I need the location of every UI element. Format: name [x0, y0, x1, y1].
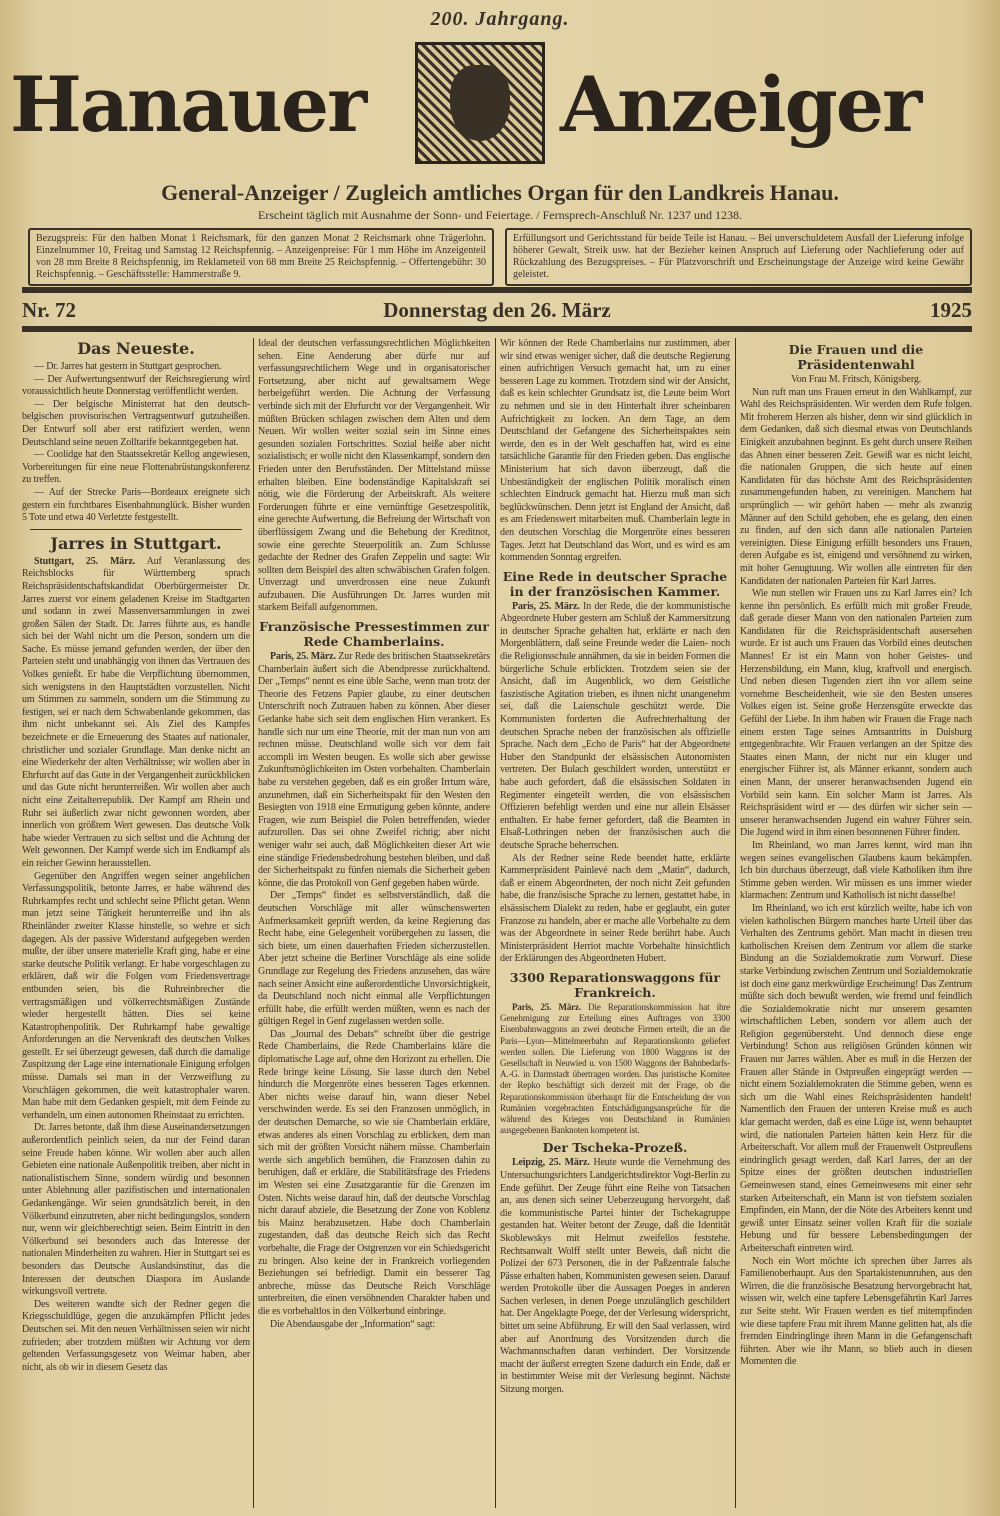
article-paragraph: Der „Temps“ findet es selbstverständlich, daß die deutschen Vorschläge mit aller wünschenswerten Aufmerksamkeit geprüft werden, da keine Regierung das Recht habe, eine Gelegenheit vorübergehen zu lassen, die sich biete, um einen dauerhaften Frieden sicherzustellen. Aber jetzt scheine die Berliner Vorschläge als eine solide Grundlage zur Regelung des Friedens anzusehen, das wäre nach seiner Ansicht eine außerordentliche Unvorsichtigkeit, da Deutschland noch nicht einmal alle Verpflichtungen erfüllt habe, die erfüllt werden müßten, wenn es nach der gültigen Regel in Genf zugelassen werden solle. [258, 890, 490, 1028]
dateline [22, 298, 972, 326]
news-item: — Der belgische Ministerrat hat den deutsch-belgischen provisorischen Vertragsentwurf gutzuheißen. Der Entwurf soll aber erst ratifiziert werden, wenn Deutschland seine neuen Zolltarife bekanntgegeben hat. [22, 398, 250, 448]
dateline-place: Paris, 25. März. [512, 600, 580, 612]
article-paragraph: Die Abendausgabe der „Information“ sagt: [270, 1318, 436, 1330]
subscription-info-box: Bezugspreis: Für den halben Monat 1 Reichsmark, für den ganzen Monat 2 Reichsmark ohne Trägerlohn. Einzelnummer 10, Freitag und Samstag 12 Reichspfennig. – Anzeigenpreise: Für 1 mm Höhe im Anzeigenteil von 28 mm Breite 8 Reichspfennig, im Reklameteil von 68 mm Breite 25 Reichspfennig. – Offertengebühr: 30 Reichspfennig. – Geschäftsstelle: Hammerstraße 9. [28, 228, 494, 286]
column-4 [740, 338, 972, 1369]
news-item: — Coolidge hat den Staatssekretär Kellog angewiesen, Vorbereitungen für eine neue Flottenabrüstungskonferenz zu treffen. [22, 449, 250, 486]
article-paragraph: Das „Journal des Debats“ schreibt über die gestrige Rede Chamberlains, die Rede Chamberlains kläre die diplomatische Lage auf, ohne den Horizont zu erhellen. Die Rede bringe keine Lösung. Sie lasse durch den Nebel hindurch die Morgenröte eines besseren Tages erkennen. Aber nichts weise darauf hin, wann dieser Nebel verschwinden werde. Es sei den Franzosen unmöglich, in der deutschen Demarche, so wie sie Chamberlain erkläre, etwas anderes als einen Vorschlag zu erblicken, dem man sich mit der größten Vorsicht nähern müsse. Chamberlain werde sich angeblich bemühen, die Franzosen dahin zu beruhigen, daß er erkläre, die Stabilitätsfrage des Friedens im Westen sei eine Zusatzgarantie für die Grenzen im Osten. Nichts weise darauf hin, daß der deutsche Vorschlag nicht darauf abziele, die Besetzung der Zone von Koblenz bis Mainz herabzusetzen. Habe doch Chamberlain zugestanden, daß das deutsche Reich sich das Recht vorbehalte, die Frage der Ostgrenzen vor ein Schiedsgericht zu bringen. Also keine der in Frankreich vorliegenden Beziehungen sei befriedigt. Damit ein besserer Tag anbreche, müsse das Deutsche Reich Vorschläge unterbreiten, die einen versöhnenden Charakter haben und die es vorbehaltlos in den Völkerbund einbringe. [258, 1028, 490, 1317]
article-paragraph: Noch ein Wort möchte ich sprechen über Jarres als Familienoberhaupt. Aus den Spartakistenunruhen, aus den Wirren, die die französische Besatzung hervorgebracht hat, wissen wir, welch eine tapfere Lebensgefährtin Karl Jarres zur Seite steht. Wir Frauen werden es tief mitempfinden wie diese tapfere Frau mit ihrem Manne gelitten hat, als die fremden Eindringlinge ihren Mann in die Gefangenschaft führten. Aber wie ihr Mann, so blieb auch in diesen Momenten die [740, 1255, 972, 1368]
issue-year: 1925 [930, 298, 972, 322]
article-paragraph: Im Rheinland, wo man Jarres kennt, wird man ihn wegen seines evangelischen Glaubens kaum bekämpfen. Ich bin durchaus überzeugt, daß viele Katholiken ihm ihre Stimme geben werden. Wir müssen es uns immer wieder klarmachen: Zentrum und Katholisch ist nicht dasselbe! [740, 839, 972, 902]
column-divider [735, 338, 736, 1508]
news-item: — Der Aufwertungsentwurf der Reichsregierung wird voraussichtlich heute Donnerstag veröffentlicht werden. [22, 373, 250, 398]
article-paragraph: Im Rheinland, wo ich erst kürzlich weilte, habe ich von vielen katholischen Bürgern manches harte Urteil über das Verhalten des Zentrums gehört. Man macht in diesen treu katholischen Kreisen dem Zentrum vor allem die starke Bindung an die Sozialdemokratie zum Vorwurf. Diese starke Verbindung zwischen Zentrum und Sozialdemokratie ist doch eine ganz merkwürdige Erscheinung! Das Zentrum müßte sich doch bewußt werden, wie fremd und feindlich die Sozialdemokratie nicht nur unserem gesamten wirtschaftlichen Leben, sondern vor allem auch der Religion gegenübersteht. Und dennoch diese enge Verbindung! Schon aus religiösen Gründen können wir Frauen nur Jarres wählen. Aber es muß in die Herzen der Frauen aller Stände in Ostpreußen eingeprägt werden — nicht einem Sozialdemokraten die Stimme geben, wenn es sich um die Wahl eines Reichspräsidenten handelt! Namentlich den Frauen der unteren Kreise muß es auch klar gemacht werden, daß es eine Lüge ist, wenn behauptet wird, die nationalen Parteien hätten kein Herz für die Arbeiterschaft. Vor allem muß der Frauenwelt Ostpreußens eindringlich gesagt werden, daß Karl Jarres, der an der Spitze eines der größten deutschen industriellen Gemeinwesen stand, eines Gemeinwesens mit einer sehr starken Arbeiterschaft, ein Mann ist von tiefstem sozialen Empfinden, ein Mann, der die Nöte des Arbeiters kennt und gewiß unter Einsatz seiner vollen Kraft für die soziale Hebung und für bessere Lebensbedingungen der Arbeiterschaft eintreten wird. [740, 902, 972, 1254]
masthead-subtitle: General-Anzeiger / Zugleich amtliches Organ für den Landkreis Hanau. [161, 180, 839, 205]
news-item: — Dr. Jarres hat gestern in Stuttgart gesprochen. [34, 361, 222, 372]
dateline-place: Leipzig, 25. März. [512, 1157, 590, 1169]
headline-tscheka-prozess: Der Tscheka-Prozeß. [542, 1140, 688, 1156]
dateline-place: Paris, 25. März. [270, 651, 336, 663]
dateline-place: Paris, 25. März. [512, 1001, 581, 1012]
legal-info-box: Erfüllungsort und Gerichtsstand für beide Teile ist Hanau. – Bei unverschuldetem Ausfall der Lieferung infolge höherer Gewalt, Streik usw. hat der Bezieher keinen Anspruch auf Lieferung oder Nachlieferung oder auf Rückzahlung des Bezugspreises. – Für Platzvorschrift und Erscheinungstage der Anzeige wird keine Gewähr geleistet. [505, 228, 972, 286]
paragraph-text: Heute wurde die Vernehmung des Untersuchungsrichters Landgerichtsdirektor Vogt-Berlin zu Ende geführt. Der Zeuge führt eine Reihe von Tatsachen an, aus denen sich seiner Ueberzeugung hervorgeht, daß die kommunistische Partei hinter der Tschekagruppe gestanden hat. Weiter betont der Zeuge, daß die Identität Skoblewskys mit Helmut zweifellos feststehe. Rechtsanwalt Wolff stellt unter Beweis, daß nicht die Polizei der 673 Personen, die in der Paßzentrale falsche Pässe erhalten haben, Kommunisten gewesen seien. Darauf werden Protokolle über die Aussagen Poeges in anderen Sachen verlesen, in denen Poege unzulänglich geschildert hat. Der Angeklagte Poege, der der Verlesung widerspricht, bittet um seine Abführung. Er will den Saal verlassen, wird aber auf Anordnung des Vorsitzenden durch die Wachmannschaften daran verhindert. Der Vorsitzende macht der äußerst erregten Szene dadurch ein Ende, daß er in bestimmter Weise mit der Verlesung beginnt. Nächste Sitzung morgen. [500, 1157, 731, 1396]
headline-das-neueste: Das Neueste. [77, 339, 195, 358]
masthead-title-left: Hanauer [10, 60, 366, 149]
paragraph-text: Die Reparationskommission hat ihre Genehmigung zur Erteilung eines Auftrages von 3300 Eisenbahnwaggons an zwei deutsche Firmen erteilt, die an die Paris—Lyon—Mittelmeerbahn auf Reparationskonto geliefert werden sollen. Die Lieferung von 1800 Waggons ist der Gesellschaft in Neuwied u. von 1500 Waggons der Bahnbedarfs-A.-G. in Darmstadt übertragen worden. Das juristische Komitee der Repko beschäftigt sich derzeit mit der Frage, ob die Reparationskommission überhaupt für die Entscheidung der von Rumänien vorgebrachten Entschädigungsansprüche für die während des Krieges von Deutschland in Rumänien ausgegebenen Banknoten kompetent ist. [500, 1001, 730, 1136]
headline-jarres-in-stuttgart: Jarres in Stuttgart. [50, 533, 222, 553]
headline-reparationswaggons: 3300 Reparationswaggons für Frankreich. [509, 969, 721, 1000]
article-paragraph [258, 651, 490, 890]
article-paragraph: Wie nun stellen wir Frauen uns zu Karl Jarres ein? Ich kenne ihn persönlich. Es erfüllt mich mit großer Freude, daß gerade dieser Mann von den nationalen Parteien zum Kandidaten für die Reichspräsidentschaft ausersehen wurde. Er ist auch uns Frauen das Vorbild eines deutschen Mannes! Er ist ein Mann von hoher Geistes- und Herzensbildung, ein Mann, klug, kraftvoll und energisch. Und neben diesen Tugenden ziert ihn vor allem seine vornehme Bescheidenheit, wie sie den Besten unseres Volkes eigen ist. Seine große Herzensgüte erweckte das Gefühl der Liebe. In ihm haben wir Frauen die Frage nach einem ersten Tage seines Amtsantritts in Duisburg entgegenbrachte. Wir Frauen verlangen an der Spitze des Staates einen Mann, der nicht nur ein kluger und energischer Führer ist, als Männer erkannt, sondern auch einen Mann, der unserer heranwachsenden Jugend ein Vorbild sein kann. Ein solcher Mann ist Jarres. Als Reichspräsident wird er — des dürfen wir sicher sein — unserer heranwachsenden Jugend ein wahrer Führer sein. Die Jugend wird in ihm einen besonnenen Führer finden. [740, 588, 972, 839]
issue-number: Nr. 72 [22, 298, 77, 322]
masthead-title-right: Anzeiger [560, 60, 921, 149]
news-item: — Auf der Strecke Paris—Bordeaux ereignete sich gestern ein furchtbares Eisenbahnunglück. Bisher wurden 5 Tote und etwa 40 Verletzte festgestellt. [22, 486, 250, 524]
volume-label: 200. Jahrgang. [430, 8, 570, 30]
masthead-subline: Erscheint täglich mit Ausnahme der Sonn- und Feiertage. / Fernsprech-Anschluß Nr. 1237 und 1238. [258, 208, 742, 222]
column-1 [22, 338, 250, 1374]
divider [22, 287, 972, 293]
article-paragraph: Als der Redner seine Rede beendet hatte, erklärte Kammerpräsident Painlevé nach dem „Matin“, dadurch, daß er einem Abgeordneten, der noch nicht Zeit gefunden habe, die französische Sprache zu lernen, gestattet habe, in elsässischem Dialekt zu reden, habe er geglaubt, ein guter Franzose zu handeln, aber er mache alle Vorbehalte zu dem was der Abgeordnete in seiner Rede berührt habe. Auch Ministerpräsident Herriot machte Vorbehalte hinsichtlich der Erklärungen des Abgeordneten Hubert. [500, 852, 730, 965]
headline-rede-deutscher-sprache: Eine Rede in deutscher Sprache in der französischen Kammer. [502, 568, 728, 599]
column-3 [500, 338, 730, 1397]
divider [30, 529, 242, 530]
article-paragraph [500, 1002, 730, 1136]
article-paragraph: Nun ruft man uns Frauen erneut in den Wahlkampf, zur Wahl des Reichspräsidenten. Wir werden dem Rufe folgen. Mit froherem Herzen als bisher, denn wir sind glücklich in dem Gedanken, daß sich diesmal etwas von Deutschlands Einigkeit anzubahnen beginnt. Es geht durch unsere Reihen das Ahnen einer besseren Zeit. Gewiß war es nicht leicht, die nationalen Gruppen, die sich heute auf einen Kandidaten für das höchste Amt des Reichspräsidenten zusammengefunden haben, zu vereinigen. Manchem hat ursprünglich — wir gehört haben — mehr als zwanzig Männer auf den Schild gehoben, ehe es gelang, den einen zu finden, auf den sich dann alle nationalen Parteien vereinigten. Diese Einigung erfüllt besonders uns Frauen, deren Aufgabe es ist, einigend und versöhnend zu wirken, mit hoher Genugtuung. Wir wollen alle eintreten für den Kandidaten der nationalen Parteien für Karl Jarres. [740, 386, 972, 587]
article-paragraph [500, 1157, 730, 1396]
column-divider [495, 338, 496, 1508]
article-paragraph: Dr. Jarres betonte, daß ihm diese Auseinandersetzungen außerordentlich peinlich seien, da nur der Feind daran seine Freude haben könne. Wir wollen aber auch allen Gebieten eine nationale Außenpolitik treiben, aber nicht in nationalistischem Sinne, sondern würdig und besonnen unter Ablehnung aller pazifistischen und internationalen Gedankengänge. Wir seien grundsätzlich bereit, in den Völkerbund einzutreten, aber nicht bedingungslos, sondern nur, wenn wir gleichberechtigt seien. Beim Eintritt in den Völkerbund sei besonders auch das Interesse der nationalen Minderheiten zu wahren. Hier in Stuttgart sei es besonders das Deutsche Auslandsinstitut, das die Interessen der deutschen Diaspora im Auslande wirkungsvoll vertrete. [22, 1122, 250, 1298]
column-2 [258, 338, 490, 1331]
headline-pressestimmen: Französische Pressestimmen zur Rede Chamberlains. [259, 619, 489, 650]
coat-of-arms-icon [415, 42, 545, 164]
paragraph-text: In der Rede, die der kommunistische Abgeordnete Huber gestern am Schluß der Kammersitzung in deutscher Sprache gehalten hat, erklärte er nach den Morgenblättern, daß seine Freunde weder die Laien- noch die Religionsschule annähmen, da sie in beiden Formen die bürgerliche Schule erblickten. Trotzdem seien sie der Ansicht, daß im Augenblick, wo dem Geistliche faszistische Agitation trieben, es ihnen nicht unangenehm sei, daß die Laienschule geschützt werde. Die Kommunisten forderten die Aufrechterhaltung der deutschen Sprache neben der französischen als offizielle Sprache. Nach dem „Echo de Paris“ hat der Abgeordnete Huber den Standpunkt der elsässischen Autonomisten vertreten. Der Bulach geschildert worden, unterstützt er habe auch gefordert, daß die elsässischen Soldaten in Regimenter eingeteilt werden, die von elsässischen Offizieren befehligt werden und eine nur allein Elsässer enthalten. Er habe ferner gefordert, daß die Beamten in Elsaß-Lothringen neben der französischen auch die deutsche Sprache beherrschen. [500, 600, 730, 851]
article-paragraph: Wir können der Rede Chamberlains nur zustimmen, aber wir sind etwas weniger sicher, daß die deutsche Regierung einen aufrichtigen Versuch gemacht hat, um zu einer besseren Lage zu kommen. Trotzdem sind wir der Ansicht, daß es kein schlechter Grundsatz ist, die Leute beim Wort zu nehmen und sie in den Hinterhalt ihrer scheinbaren Aufrichtigkeit zu locken. An dem Tage, an dem Deutschland der Gefangene des Sicherheitspaktes sein werde, den es in der Welt geschaffen hat, wird es eine tatsächliche Garantie für den Frieden geben. Das englische Ministerium hat sich davon überzeugt, daß die Unbeständigkeit der englischen Politik moralisch einen schlechten Eindruck gemacht hat. Hierzu muß man sich beglückwünschen. Denn jetzt ist England der Ansicht, daß es am Friedenswert mitarbeiten muß. Chamberlain legte in den deutschen Vorschlag die Morgenröte eines besseren Tages. Jetzt hat Deutschland das Wort, und es wird es am kommenden Sonntag ergreifen. [500, 338, 730, 564]
article-paragraph [22, 556, 250, 871]
dateline-place: Stuttgart, 25. März. [34, 555, 136, 567]
paragraph-text: Auf Veranlassung des Reichsblocks für Württemberg sprach Reichspräsidentschaftskandidat Oberbürgermeister Dr. Jarres zuerst vor einem geladenen Kreise im Stadtgarten und sodann in zwei Massenversammlungen in zwei großen Sälen der Stadt. Dr. Jarres führte aus, es handle sich bei der Wahl nicht um die Person, sondern um die Sache. Es müsse jemand gefunden werden, der über den Parteien steht und unabhängig von ihnen das Vertrauen des Volkes genießt. Er habe die Verpflichtung übernommen, sich wenigstens in den Hauptstädten vorzustellen. Nicht um Stimmen zu sammeln, sondern um die Stimmung zu festigen, sei er nach dem Schwabenlande gekommen, das ihm nicht unbekannt sei. Als Ziel des Kampfes bezeichnete er die Erneuerung des Staates auf nationaler, christlicher und sozialer Grundlage. Man denke nicht an eine Wiederkehr der alten Verhältnisse; wir wollen aber in Ehrfurcht auf das Gute in der Vergangenheit zurückblicken und das Gute nicht herunterreißen. Wir wollen aber auch nicht eine Zeitalterrepublik. Der Kampf am Rhein und Ruhr sei äußerlich zwar nicht gewonnen worden, aber innerlich von größtem Wert gewesen. Das deutsche Volk habe wieder Vertrauen zu sich selbst und die Achtung der Welt gewonnen. Der Kampf werde sich im Endkampf als ein reicher Gewinn herausstellen. [22, 555, 250, 869]
article-paragraph: Ideal der deutschen verfassungsrechtlichen Möglichkeiten sehen. Eine Aenderung aber dürfe nur auf verfassungsrechtlichem Wege und in organisatorischer Fortsetzung, aber nicht auf gewaltsamem Wege herbeigeführt werden. Die Achtung der Verfassung verbinde sich mit der Ehrfurcht vor der Vergangenheit. Wir müßten Brücken schlagen zwischen dem Alten und dem Neuen. Wir wollen weiter sozial sein im Sinne eines gesunden sozialen Fortschrittes. Sozial heiße aber nicht sozialistisch; er wolle nicht den Klassenkampf, sondern den Frieden unter den Berufsständen. Der Mittelstand müsse erhalten bleiben. Eine bodenständige Kapitalskraft sei nötig, wie die Förderung der Arbeitskraft. Als weitere Forderungen führte er eine vernünftige Gesetzespolitik, eine gerechte Aufwertung, die Befreiung der Wirtschaft von überflüssigem Zwang und die Behebung der Kreditnot, sowie eine gerechte Steuerpolitik an. Zum Schlusse gedachte der Redner des Grafen Zeppelin und sagte: Wir sollten dem Beispiel des alten schwäbischen Grafen folgen. Unverzagt und unverdrossen eine neue Zukunft aufzubauen. Die Ausführungen Dr. Jarres wurden mit starkem Beifall aufgenommen. [258, 338, 490, 614]
column-divider [253, 338, 254, 1508]
article-paragraph [500, 601, 730, 853]
issue-date: Donnerstag den 26. März [383, 298, 611, 322]
byline: Von Frau M. Fritsch, Königsberg. [790, 374, 922, 385]
article-paragraph: Des weiteren wandte sich der Redner gegen die Kriegsschuldlüge, gegen die anzukämpfen Pflicht jedes Deutschen sei. Mit den neuen Verhältnissen seien wir nicht zufrieden; aber trotzdem müßten wir Achtung vor dem geltenden Verfassungsgesetz von Weimar haben, aber nicht, als ob wir in diesem Gesetz das [22, 1298, 250, 1373]
article-paragraph: Gegenüber den Angriffen wegen seiner angeblichen Verfassungspolitik, betonte Jarres, er habe während des Ruhrkampfes recht und schlecht seine Pflicht getan. Wenn man jetzt seine Tätigkeit herunterreiße und ihn als Rheinländer zweiter Klasse hinstelle, so wehre er sich dagegen. Als der passive Widerstand aufgegeben werden mußte, der über unsere materielle Kraft ging, habe er eine starke deutsche Politik verlangt. Er habe vorgeschlagen zu erklären, daß wir die Folgen vom Friedensvertrage entbunden seien, bis die Ruhreinbrecher die vertragsmäßigen und völkerrechtsmäßigen Zustände wieder hergestellt hätten. Dies sei keine Katastrophenpolitik. Der Ruhrkampf habe gewaltige Anforderungen an die Nervenkraft des deutschen Volkes gestellt. Er sei überzeugt gewesen, daß durch die damalige Zuspitzung der Lage eine internationale Einigung erfolgen müsse. Damals sei man in der Verzweiflung zu Vorschlägen gekommen, die weit katastrophaler waren. Man habe mit dem Gedanken gespielt, mit dem Feinde zu verhandeln, um einen autonomen Rheinstaat zu errichten. [22, 870, 250, 1121]
headline-frauen-praesidentenwahl: Die Frauen und die Präsidentenwahl [788, 342, 924, 372]
paragraph-text: Zur Rede des britischen Staatssekretärs Chamberlain äußert sich die Abendpresse zurückhaltend. Der „Temps“ nennt es eine üble Sache, wenn man trotz der Theorie des Fetzens Papier glaube, zu einer deutschen Unterschrift noch Zutrauen haben zu können. Aber dieser Gedanke habe sich seit dem englischen Hirn verankert. Es handle sich nur um eine Theorie, mit der man nun von am rechnen müsse. Deutschland wolle sich vor dem fait accompli im Westen beugen. Es wolle sich aber gewisse Zukunftsmöglichkeiten im Osten vorbehalten. Chamberlain habe zu verstehen gegeben, daß es ein großer Irrtum wäre, anzunehmen, daß ein Sicherheitspakt für den Westen den Besiegten von 1918 eine Ermutigung geben könnte, andere Fragen, wie zum Beispiel die Polen betreffenden, wieder aufzurollen. Das sei ohne Zweifel richtig; aber nicht weniger wahr sei auch, daß Möglichkeiten dieser Art wie eine ständige Friedensbedrohung bestehen bleiben, und daß der Sicherheitspakt zu fünfen niemals die Sicherheit geben könne, die das Protokoll von Genf gegeben haben würde. [258, 651, 490, 889]
divider [22, 326, 972, 332]
